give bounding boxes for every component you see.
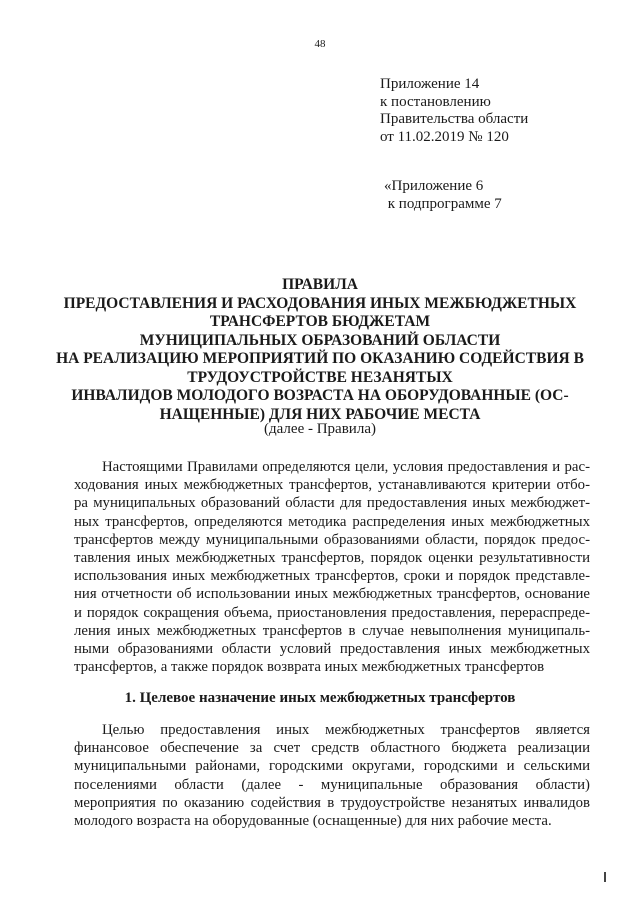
paragraph-line: молодого возраста на оборудованные (оснащенные) для них рабочие места. — [74, 812, 552, 829]
paragraph-line: ния отчетности об использовании иных межбюджетных трансфертов, основание — [74, 586, 590, 603]
paragraph-line: ных трансфертов, определяются методика распределения иных межбюджетных — [74, 513, 590, 530]
section-1-title: 1. Целевое назначение иных межбюджетных трансфертов — [124, 690, 516, 706]
attachment-line: Правительства области — [380, 111, 529, 127]
document-title — [40, 276, 600, 424]
intro-paragraph — [74, 458, 590, 676]
attachment-reference — [384, 178, 502, 213]
attachment-line: к постановлению — [380, 93, 491, 110]
paragraph-line: Настоящими Правилами определяются цели, условия предоставления и рас- — [102, 459, 590, 475]
paragraph-line: ления иных межбюджетных трансфертов в случае невыполнения муниципаль- — [74, 622, 590, 639]
attachment-line: от 11.02.2019 № 120 — [380, 128, 509, 145]
title-line: ТРУДОУСТРОЙСТВЕ НЕЗАНЯТЫХ — [187, 368, 453, 386]
document-subtitle: (далее - Правила) — [264, 421, 376, 437]
title-line: НАЩЕННЫЕ) ДЛЯ НИХ РАБОЧИЕ МЕСТА — [159, 405, 481, 423]
attachment-header — [380, 76, 528, 146]
paragraph-line: финансовое обеспечение за счет средств областного бюджета реализации — [74, 740, 590, 757]
paragraph-line: использования иных межбюджетных трансфертов, сроки и порядок представле- — [74, 568, 590, 585]
title-line: ПРЕДОСТАВЛЕНИЯ И РАСХОДОВАНИЯ ИНЫХ МЕЖБЮДЖЕТНЫХ — [63, 294, 577, 312]
scan-mark — [604, 872, 606, 882]
paragraph-line: трансфертов, а также порядок возврата иных межбюджетных трансфертов — [74, 659, 545, 676]
paragraph-line: ными образованиями области условий предоставления иных межбюджетных — [74, 640, 590, 657]
paragraph-line: муниципальными районами, городскими округами, городскими и сельскими — [74, 758, 590, 775]
title-line: ТРАНСФЕРТОВ БЮДЖЕТАМ — [209, 313, 431, 330]
title-line: ПРАВИЛА — [282, 276, 358, 293]
paragraph-line: трансфертов между муниципальными образованиями области, порядок предос- — [74, 531, 590, 548]
title-line: ИНВАЛИДОВ МОЛОДОГО ВОЗРАСТА НА ОБОРУДОВАННЫЕ (ОС- — [71, 387, 569, 404]
paragraph-line: ра муниципальных образований области для предоставления иных межбюджет- — [74, 495, 590, 512]
paragraph-line: тавления иных межбюджетных трансфертов, порядок оценки результативности — [74, 549, 590, 566]
paragraph-line: Целью предоставления иных межбюджетных трансфертов является — [102, 722, 590, 738]
paragraph-line: поселениями области (далее - муниципальные образования области) — [74, 776, 590, 793]
attachment-ref-line: «Приложение 6 — [384, 178, 484, 194]
title-line: МУНИЦИПАЛЬНЫХ ОБРАЗОВАНИЙ ОБЛАСТИ — [139, 331, 501, 349]
page-number: 48 — [314, 38, 326, 50]
title-line: НА РЕАЛИЗАЦИЮ МЕРОПРИЯТИЙ ПО ОКАЗАНИЮ СОДЕЙСТВИЯ В — [56, 350, 584, 367]
section-1-paragraph — [74, 721, 590, 830]
paragraph-line: мероприятия по оказанию содействия в трудоустройстве незанятых инвалидов — [74, 794, 590, 811]
attachment-line: Приложение 14 — [380, 76, 480, 92]
attachment-ref-line: к подпрограмме 7 — [384, 195, 502, 212]
paragraph-line: ходования иных межбюджетных трансфертов, устанавливаются критерии отбо- — [74, 477, 590, 494]
paragraph-line: и порядок сокращения объема, приостановления предоставления, перераспреде- — [74, 604, 590, 621]
